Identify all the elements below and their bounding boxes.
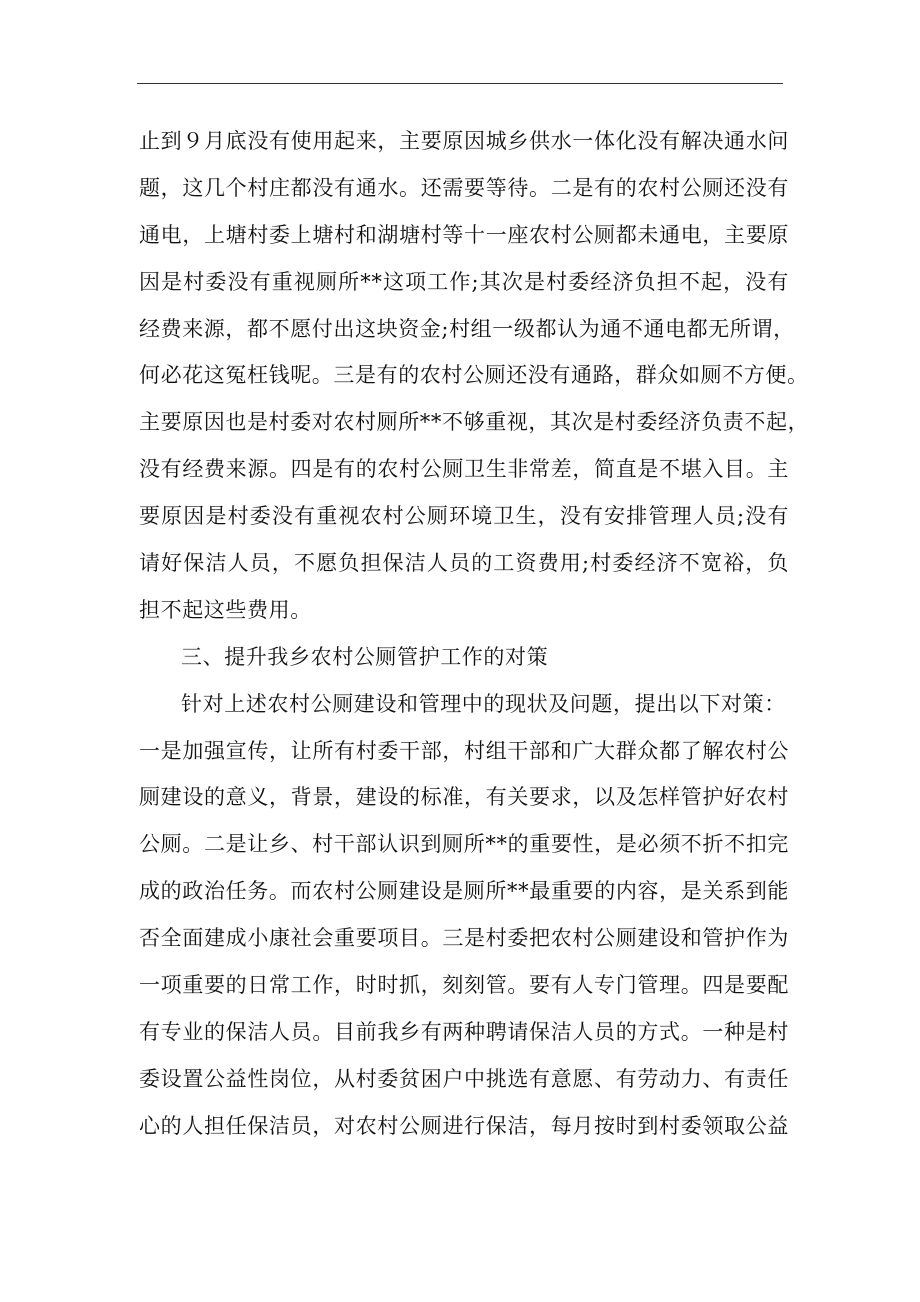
text-line: 没有经费来源。四是有的农村公厕卫生非常差，简直是不堪入目。主 (139, 457, 789, 482)
text-line: 何必花这冤枉钱呢。三是有的农村公厕还没有通路，群众如厕不方便。 (139, 363, 809, 388)
text-line: 止到９月底没有使用起来，主要原因城乡供水一体化没有解决通水问 (139, 129, 789, 153)
text-line: 成的政治任务。而农村公厕建设是厕所**最重要的内容，是关系到能 (139, 879, 789, 904)
text-line: 通电，上塘村委上塘村和湖塘村等十一座农村公厕都未通电，主要原 (139, 222, 789, 247)
body-text (139, 118, 810, 1150)
text-line: 一是加强宣传，让所有村委干部，村组干部和广大群众都了解农村公 (139, 738, 789, 763)
text-line: 一项重要的日常工作，时时抓，刻刻管。要有人专门管理。四是要配 (139, 973, 789, 998)
text-line: 要原因是村委没有重视农村公厕环境卫生，没有安排管理人员;没有 (139, 504, 789, 529)
text-line: 因是村委没有重视厕所**这项工作;其次是村委经济负担不起，没有 (139, 269, 789, 294)
text-line: 有专业的保洁人员。目前我乡有两种聘请保洁人员的方式。一种是村 (139, 1019, 789, 1044)
text-line: 心的人担任保洁员，对农村公厕进行保洁，每月按时到村委领取公益 (139, 1113, 789, 1138)
text-line: 担不起这些费用。 (139, 597, 312, 622)
text-line: 请好保洁人员，不愿负担保洁人员的工资费用;村委经济不宽裕，负 (139, 551, 789, 576)
header-rule (137, 83, 783, 84)
section-heading: 三、提升我乡农村公厕管护工作的对策 (181, 644, 549, 669)
text-line: 经费来源，都不愿付出这块资金;村组一级都认为通不通电都无所谓， (139, 316, 795, 341)
text-line: 厕建设的意义，背景，建设的标准，有关要求，以及怎样管护好农村 (139, 785, 789, 810)
text-line: 公厕。二是让乡、村干部认识到厕所**的重要性，是必须不折不扣完 (139, 832, 789, 857)
text-line: 针对上述农村公厕建设和管理中的现状及问题，提出以下对策： (181, 691, 786, 716)
text-line: 否全面建成小康社会重要项目。三是村委把农村公厕建设和管护作为 (139, 926, 789, 951)
text-line: 题，这几个村庄都没有通水。还需要等待。二是有的农村公厕还没有 (139, 175, 789, 200)
text-line: 委设置公益性岗位，从村委贫困户中挑选有意愿、有劳动力、有责任 (139, 1066, 789, 1091)
text-line: 主要原因也是村委对农村厕所**不够重视，其次是村委经济负责不起， (139, 410, 810, 435)
